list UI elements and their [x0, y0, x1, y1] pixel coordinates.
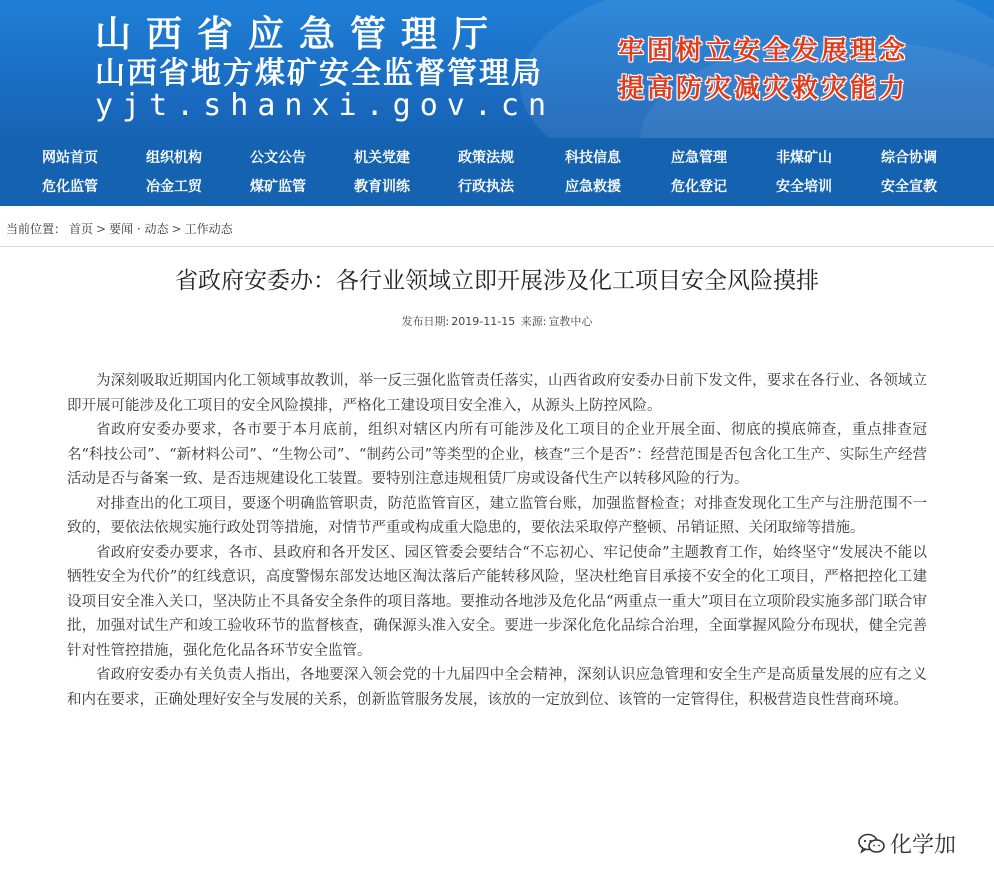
article-paragraph: 对排查出的化工项目，要逐个明确监管职责，防范监管盲区，建立监管台账，加强监督检查；对排查发现化工生产与注册范围不一致的，要依法依规实施行政处罚等措施，对情节严重或构成重大隐患的，要依法采取停产整顿、吊销证照、关闭取缔等措施。 — [67, 495, 927, 536]
nav-item[interactable]: 安全培训 — [776, 179, 832, 195]
nav-item[interactable]: 应急救援 — [565, 179, 621, 195]
nav-item[interactable]: 行政执法 — [458, 179, 514, 195]
watermark — [858, 828, 956, 858]
breadcrumb-link-home[interactable]: 首页 — [69, 222, 94, 236]
source-value: 宣教中心 — [548, 315, 593, 328]
breadcrumb-link-work[interactable]: 工作动态 — [184, 222, 233, 236]
breadcrumb-bar — [0, 206, 994, 252]
nav-item[interactable]: 冶金工贸 — [146, 179, 202, 195]
nav-item[interactable]: 科技信息 — [565, 150, 621, 166]
nav-item[interactable]: 非煤矿山 — [776, 150, 832, 166]
source-label: 来源: — [520, 315, 547, 328]
main-nav — [0, 138, 994, 206]
breadcrumb — [6, 220, 236, 237]
article-paragraph: 为深刻吸取近期国内化工领域事故教训，举一反三强化监管责任落实，山西省政府安委办日前下发文件，要求在各行业、各领域立即开展可能涉及化工项目的安全风险摸排，严格化工建设项目安全准入，从源头上防控风险。 — [67, 373, 927, 414]
slogan-line-2: 提高防灾减灾救灾能力 — [618, 74, 909, 104]
nav-item[interactable]: 应急管理 — [671, 150, 727, 166]
nav-item[interactable]: 煤矿监管 — [250, 179, 306, 195]
nav-item[interactable]: 组织机构 — [146, 150, 202, 166]
publish-date: 2019-11-15 — [451, 315, 516, 328]
article-title: 省政府安委办：各行业领域立即开展涉及化工项目安全风险摸排 — [175, 268, 819, 294]
date-label: 发布日期: — [401, 315, 450, 328]
article-paragraph: 省政府安委办要求，各市、县政府和各开发区、园区管委会要结合“不忘初心、牢记使命”主题教育工作，始终坚守“发展决不能以牺牲安全为代价”的红线意识，高度警惕东部发达地区淘汰落后产能转移风险，坚决杜绝盲目承接不安全的化工项目，严格把控化工建设项目安全准入关口，坚决防止不具备安全条件的项目落地。要推动各地涉及危化品“两重点一重大”项目在立项阶段实施多部门联合审批，加强对试生产和竣工验收环节的监督核查，确保源头准入安全。要进一步深化危化品综合治理，全面掌握风险分布现状，健全完善针对性管控措施，强化危化品各环节安全监管。 — [67, 544, 927, 659]
site-title-main: 山西省应急管理厅 — [95, 13, 504, 55]
nav-item[interactable]: 危化监管 — [42, 179, 98, 195]
breadcrumb-link-news[interactable]: 要闻 · 动态 — [109, 222, 169, 236]
nav-item[interactable]: 危化登记 — [671, 179, 727, 195]
watermark-label: 化学加 — [890, 832, 957, 857]
nav-item[interactable]: 机关党建 — [354, 150, 410, 166]
site-domain: yjt.shanxi.gov.cn — [95, 88, 556, 123]
article-meta — [0, 313, 994, 329]
article-body — [67, 369, 927, 712]
nav-item[interactable]: 网站首页 — [42, 150, 98, 166]
article-paragraph: 省政府安委办有关负责人指出，各地要深入领会党的十九届四中全会精神，深刻认识应急管理和安全生产是高质量发展的应有之义和内在要求，正确处理好安全与发展的关系，创新监管服务发展，该放的一定放到位、该管的一定管得住，积极营造良性营商环境。 — [67, 667, 927, 708]
breadcrumb-separator: > — [96, 222, 107, 236]
nav-row-2 — [0, 172, 994, 202]
nav-row-1 — [0, 143, 994, 173]
divider — [0, 246, 994, 247]
wechat-icon — [858, 833, 886, 855]
article-paragraph: 省政府安委办要求，各市要于本月底前，组织对辖区内所有可能涉及化工项目的企业开展全面、彻底的摸底筛查，重点排查冠名“科技公司”、“新材料公司”、“生物公司”、“制药公司”等类型的企业，核查“三个是否”：经营范围是否包含化工生产、实际生产经营活动是否与备案一致、是否违规建设化工装置。要特别注意违规租赁厂房或设备代生产以转移风险的行为。 — [67, 422, 927, 487]
breadcrumb-prefix: 当前位置： — [6, 222, 67, 236]
nav-item[interactable]: 教育训练 — [354, 179, 410, 195]
nav-item[interactable]: 综合协调 — [881, 150, 937, 166]
site-banner — [0, 0, 994, 138]
slogan-line-1: 牢固树立安全发展理念 — [618, 36, 909, 66]
nav-item[interactable]: 政策法规 — [458, 150, 514, 166]
nav-item[interactable]: 公文公告 — [250, 150, 306, 166]
breadcrumb-separator: > — [171, 222, 182, 236]
nav-item[interactable]: 安全宣教 — [881, 179, 937, 195]
site-title-sub: 山西省地方煤矿安全监督管理局 — [95, 56, 543, 91]
